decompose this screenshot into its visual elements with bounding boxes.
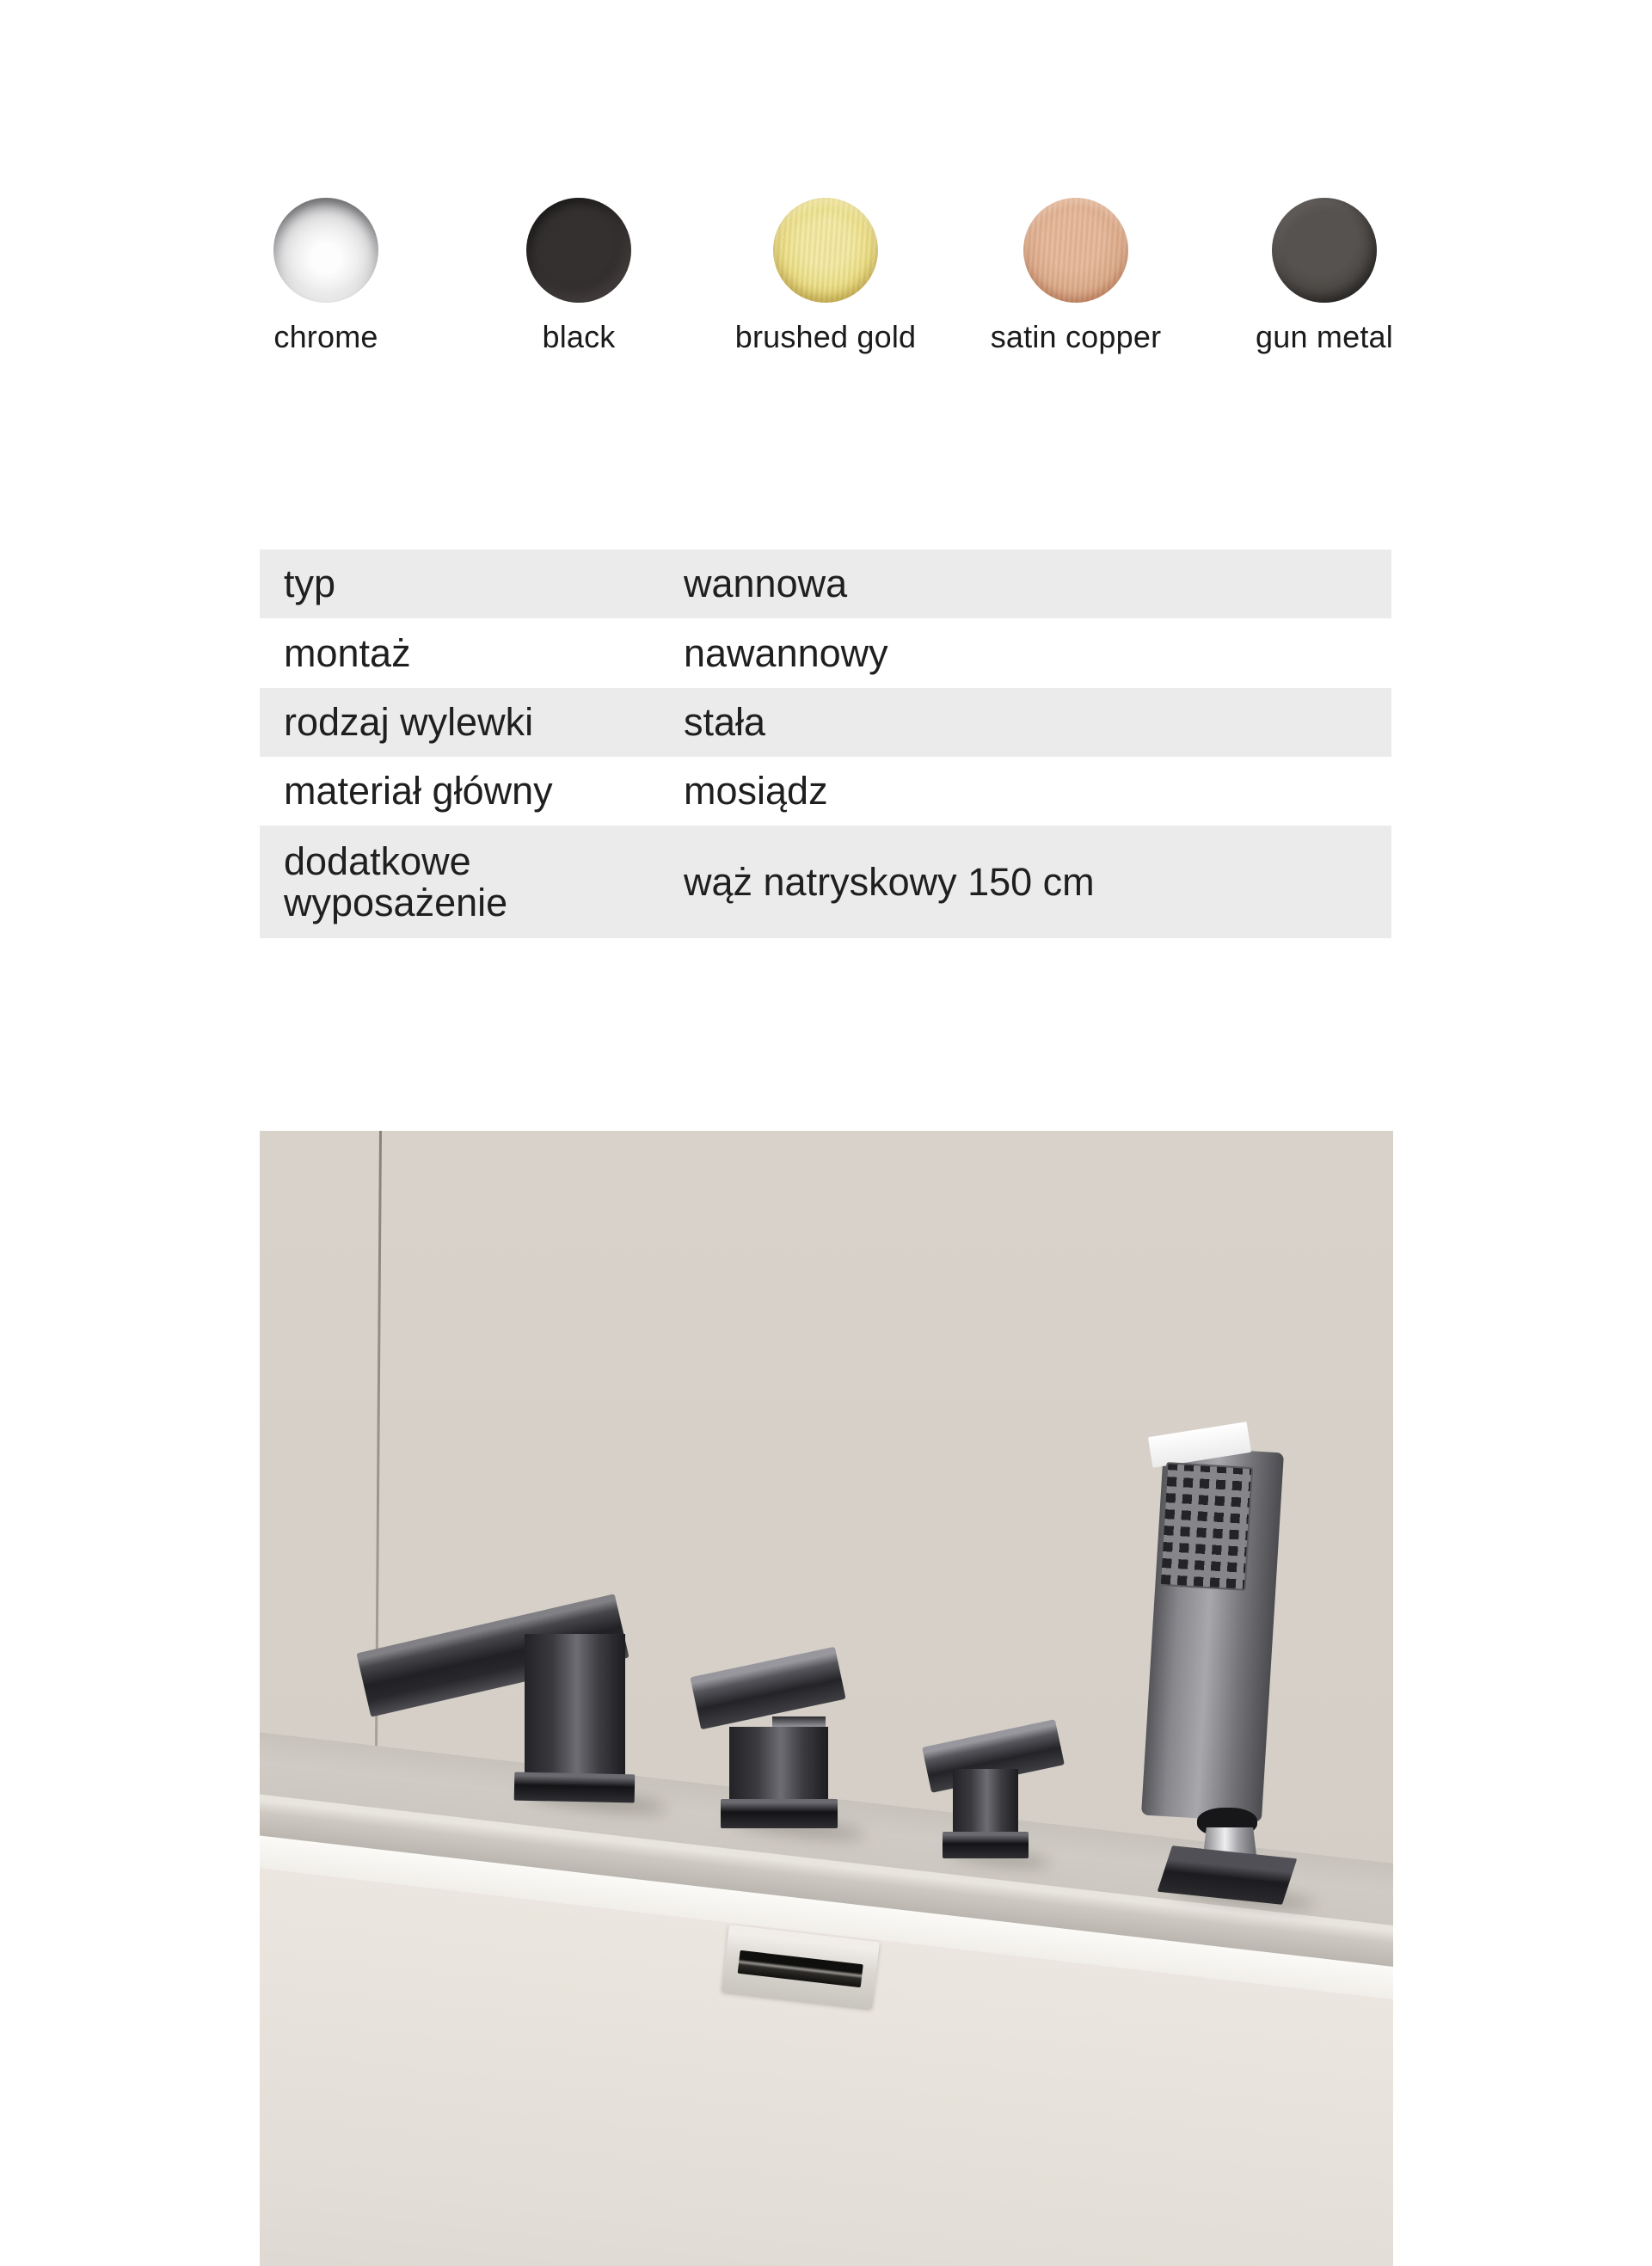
finish-option-satin-copper[interactable] [981,198,1170,354]
finish-option-black[interactable] [484,198,673,354]
finish-label: brushed gold [734,319,917,354]
spec-row-material-glowny [260,757,1391,826]
tub-overflow-slot [738,1950,863,1987]
spec-row-typ [260,550,1391,618]
spec-value: stała [684,700,766,744]
spec-value: nawannowy [684,630,888,675]
black-swatch-icon[interactable] [526,198,631,303]
finish-option-brushed-gold[interactable] [731,198,920,354]
gun-metal-swatch-icon[interactable] [1272,198,1377,303]
spec-value: wannowa [684,562,848,605]
spec-table [260,550,1391,938]
spec-value: wąż natryskowy 150 cm [684,859,1095,904]
finish-label: satin copper [990,319,1162,354]
spec-row-rodzaj-wylewki [260,688,1391,757]
spec-label: materiał główny [284,769,553,814]
finish-label: chrome [273,319,378,354]
finish-option-chrome[interactable] [231,198,421,354]
satin-copper-swatch-icon[interactable] [1023,198,1128,303]
spec-label: dodatkowe wyposażenie [284,839,508,924]
spec-label: rodzaj wylewki [284,700,534,745]
hand-shower-nozzle-grid [1159,1462,1254,1591]
chrome-swatch-icon[interactable] [273,198,378,303]
finish-label: black [542,319,616,354]
mixer-base [721,1799,838,1828]
spec-row-dodatkowe-wyposazenie [260,826,1391,938]
mixer-column [729,1727,828,1806]
spec-row-montaz [260,618,1391,688]
spec-label: typ [284,562,336,606]
spec-value: mosiądz [684,769,828,813]
brushed-gold-swatch-icon[interactable] [773,198,878,303]
spec-label: montaż [284,630,411,675]
finish-option-gun-metal[interactable] [1230,198,1419,354]
bath-spout-column [525,1634,625,1787]
diverter-column [953,1769,1018,1838]
finish-label: gun metal [1256,319,1393,354]
diverter-base [943,1832,1029,1858]
product-photo [260,1131,1393,2266]
bath-spout-base [514,1772,636,1803]
